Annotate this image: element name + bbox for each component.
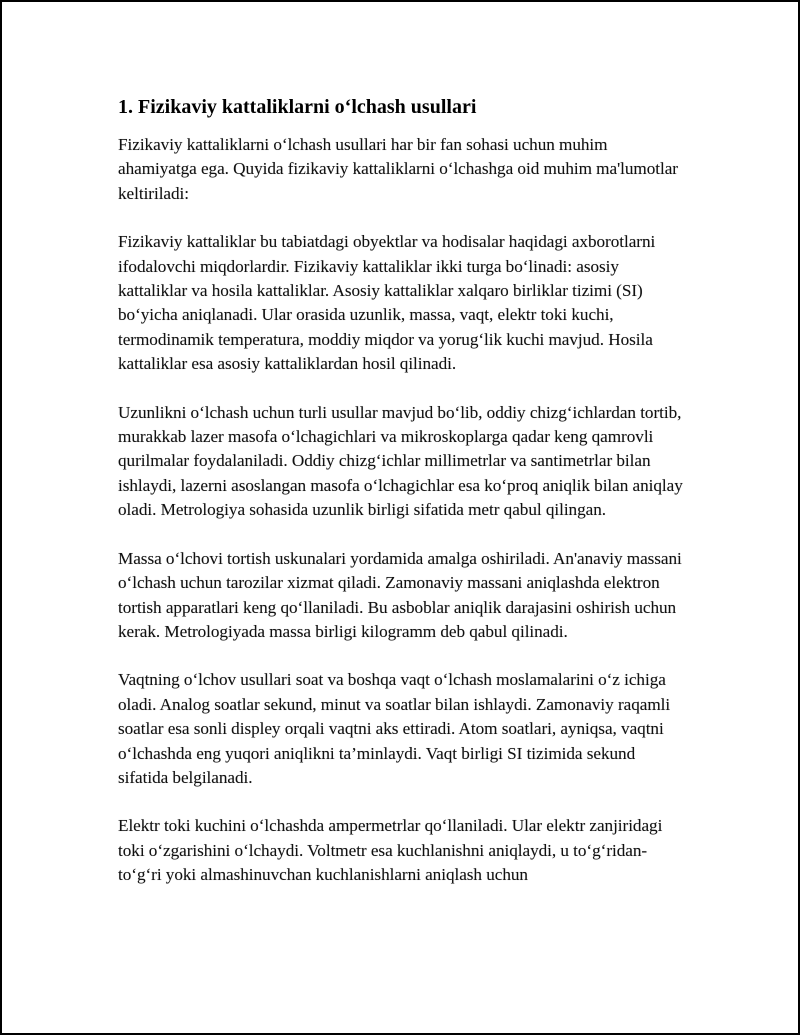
document-body [118, 95, 686, 912]
paragraph-time: Vaqtning o‘lchov usullari soat va boshqa vaqt o‘lchash moslamalarini o‘z ichiga oladi. Analog soatlar sekund, minut va soatlar bilan ishlaydi. Zamonaviy raqamli soatlar esa sonli displey orqali vaqtni aks ettiradi. Atom soatlari, ayniqsa, vaqtni o‘lchashda eng yuqori aniqlikni ta’minlaydi. Vaqt birligi SI tizimida sekund sifatida belgilanadi. [118, 670, 671, 787]
paragraph-length: Uzunlikni o‘lchash uchun turli usullar mavjud bo‘lib, oddiy chizg‘ichlardan tortib, murakkab lazer masofa o‘lchagichlari va mikroskoplarga qadar keng qamrovli qurilmalar foydalaniladi. Oddiy chizg‘ichlar millimetrlar va santimetrlar bilan ishlaydi, lazerni asoslangan masofa o‘lchagichlar esa ko‘proq aniqlik bilan aniqlay oladi. Metrologiya sohasida uzunlik birligi sifatida metr qabul qilingan. [118, 402, 683, 520]
paragraph-quantities: Fizikaviy kattaliklar bu tabiatdagi obyektlar va hodisalar haqidagi axborotlarni ifodalovchi miqdorlardir. Fizikaviy kattaliklar ikki turga bo‘linadi: asosiy kattaliklar va hosila kattaliklar. Asosiy kattaliklar xalqaro birliklar tizimi (SI) bo‘yicha aniqlanadi. Ular orasida uzunlik, massa, vaqt, elektr toki kuchi, termodinamik temperatura, moddiy miqdor va yorug‘lik kuchi mavjud. Hosila kattaliklar esa asosiy kattaliklardan hosil qilinadi. [118, 232, 656, 374]
paragraph-mass: Massa o‘lchovi tortish uskunalari yordamida amalga oshiriladi. An'anaviy massani o‘lchash uchun tarozilar xizmat qiladi. Zamonaviy massani aniqlashda elektron tortish apparatlari keng qo‘llaniladi. Bu asboblar aniqlik darajasini oshirish uchun kerak. Metrologiyada massa birligi kilogramm deb qabul qilinadi. [118, 548, 682, 641]
paragraph-electric-current: Elektr toki kuchini o‘lchashda ampermetrlar qo‘llaniladi. Ular elektr zanjiridagi toki o‘zgarishini o‘lchaydi. Voltmetr esa kuchlanishni aniqlaydi, u to‘g‘ridan-to‘g‘ri yoki almashinuvchan kuchlanishlarni aniqlash uchun [118, 816, 663, 885]
paragraph-intro: Fizikaviy kattaliklarni o‘lchash usullari har bir fan sohasi uchun muhim ahamiyatga ega. Quyida fizikaviy kattaliklarni o‘lchashga oid muhim ma'lumotlar keltiriladi: [118, 135, 678, 203]
section-heading: 1. Fizikaviy kattaliklarni o‘lchash usullari [118, 96, 477, 118]
